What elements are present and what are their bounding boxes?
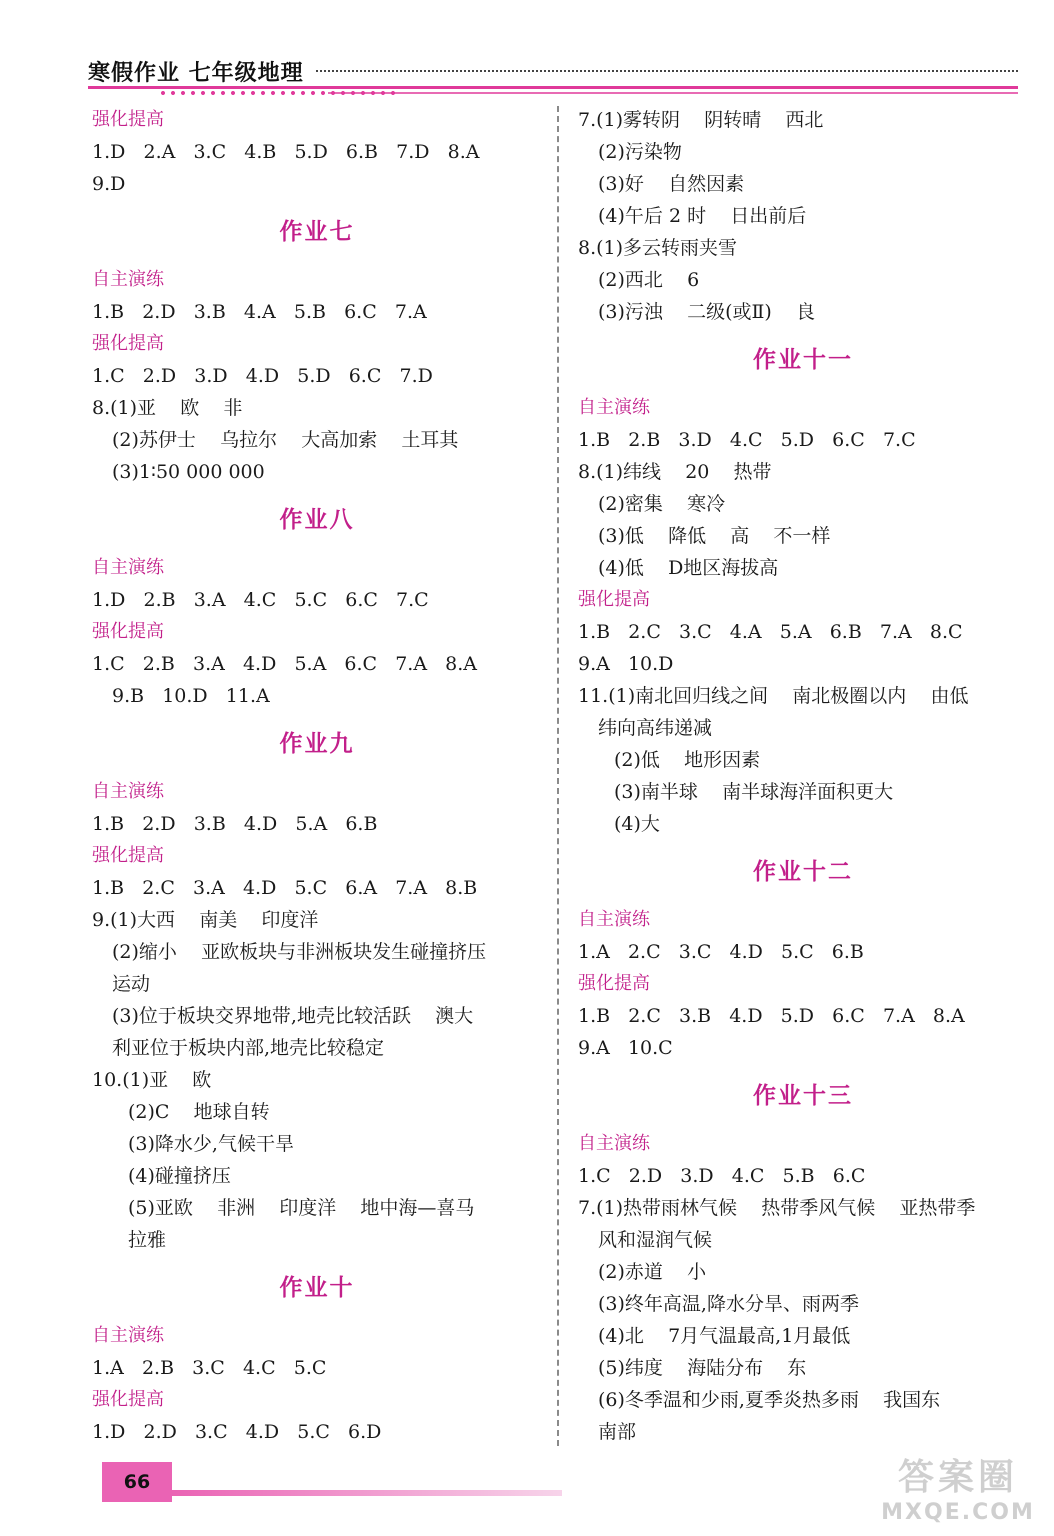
watermark bbox=[868, 1456, 1048, 1530]
answer-line: 1.B 2.D 3.B 4.A 5.B 6.C 7.A bbox=[92, 301, 427, 323]
header-rule-secondary bbox=[328, 92, 1018, 94]
answer-line: (3)终年高温,降水分旱、雨两季 bbox=[598, 1293, 859, 1315]
answer-line: (4)低 D地区海拔高 bbox=[598, 557, 779, 579]
answer-line: (6)冬季温和少雨,夏季炎热多雨 我国东 bbox=[598, 1389, 941, 1411]
section-label: 自主演练 bbox=[578, 909, 650, 930]
answer-line: (5)纬度 海陆分布 东 bbox=[598, 1357, 807, 1379]
answer-line: (2)西北 6 bbox=[598, 269, 700, 291]
answer-line: 1.B 2.C 3.C 4.A 5.A 6.B 7.A 8.C bbox=[578, 621, 963, 643]
answer-line: 风和湿润气候 bbox=[598, 1229, 713, 1251]
answer-line: (2)低 地形因素 bbox=[614, 749, 761, 771]
answer-line: (4)午后 2 时 日出前后 bbox=[598, 205, 807, 227]
answer-line: 10.(1)亚 欧 bbox=[92, 1069, 212, 1091]
answer-line: 9.B 10.D 11.A bbox=[112, 685, 270, 707]
answer-line: 11.(1)南北回归线之间 南北极圈以内 由低 bbox=[578, 685, 969, 707]
answer-line: 8.(1)亚 欧 非 bbox=[92, 397, 243, 419]
answer-column-left bbox=[92, 104, 542, 1448]
section-label: 自主演练 bbox=[578, 1133, 650, 1154]
answer-line: 拉雅 bbox=[128, 1229, 167, 1251]
answer-line: 1.B 2.C 3.A 4.D 5.C 6.A 7.A 8.B bbox=[92, 877, 478, 899]
answer-line: (3)低 降低 高 不一样 bbox=[598, 525, 831, 547]
section-label: 强化提高 bbox=[92, 845, 164, 866]
watermark-logo-text: 答案圈 bbox=[897, 1457, 1018, 1498]
header-title: 寒假作业 七年级地理 bbox=[88, 61, 304, 86]
homework-title: 作业十三 bbox=[753, 1083, 853, 1109]
answer-line: 7.(1)热带雨林气候 热带季风气候 亚热带季 bbox=[578, 1197, 976, 1219]
answer-line: 7.(1)雾转阴 阴转晴 西北 bbox=[578, 109, 824, 131]
answer-line: 1.C 2.D 3.D 4.C 5.B 6.C bbox=[578, 1165, 866, 1187]
page-number: 66 bbox=[102, 1462, 172, 1502]
answer-line: 9.A 10.C bbox=[578, 1037, 673, 1059]
homework-title: 作业七 bbox=[279, 219, 355, 245]
section-label: 自主演练 bbox=[92, 557, 164, 578]
header-bead-decoration bbox=[158, 89, 398, 97]
answer-line: 1.C 2.D 3.D 4.D 5.D 6.C 7.D bbox=[92, 365, 433, 387]
page-header bbox=[88, 52, 1018, 102]
homework-title: 作业十一 bbox=[753, 347, 853, 373]
answer-line: 9.A 10.D bbox=[578, 653, 674, 675]
answer-line: 1.C 2.B 3.A 4.D 5.A 6.C 7.A 8.A bbox=[92, 653, 478, 675]
answer-line: (4)大 bbox=[614, 813, 660, 835]
answer-line: (5)亚欧 非洲 印度洋 地中海—喜马 bbox=[128, 1197, 475, 1219]
answer-line: 1.D 2.B 3.A 4.C 5.C 6.C 7.C bbox=[92, 589, 429, 611]
section-label: 强化提高 bbox=[578, 589, 650, 610]
answer-line: (3)污浊 二级(或Ⅱ) 良 bbox=[598, 301, 815, 323]
answer-line: 运动 bbox=[112, 973, 151, 995]
answer-line: (2)污染物 bbox=[598, 141, 682, 163]
homework-title: 作业十 bbox=[279, 1275, 355, 1301]
homework-title: 作业九 bbox=[279, 731, 355, 757]
answer-line: 利亚位于板块内部,地壳比较稳定 bbox=[112, 1037, 385, 1059]
answer-line: (3)1∶50 000 000 bbox=[112, 461, 265, 483]
homework-title: 作业十二 bbox=[753, 859, 853, 885]
answer-line: 1.B 2.B 3.D 4.C 5.D 6.C 7.C bbox=[578, 429, 916, 451]
answer-line: 1.A 2.B 3.C 4.C 5.C bbox=[92, 1357, 327, 1379]
answer-line: 南部 bbox=[598, 1421, 637, 1443]
answer-line: 9.D bbox=[92, 173, 126, 195]
header-dotted-leader bbox=[316, 70, 1018, 72]
answer-line: (3)南半球 南半球海洋面积更大 bbox=[614, 781, 894, 803]
section-label: 强化提高 bbox=[578, 973, 650, 994]
answer-line: (4)北 7月气温最高,1月最低 bbox=[598, 1325, 851, 1347]
section-label: 强化提高 bbox=[92, 1389, 164, 1410]
answer-line: (3)降水少,气候干旱 bbox=[128, 1133, 294, 1155]
answer-line: 1.A 2.C 3.C 4.D 5.C 6.B bbox=[578, 941, 864, 963]
section-label: 自主演练 bbox=[92, 1325, 164, 1346]
section-label: 自主演练 bbox=[92, 781, 164, 802]
section-label: 强化提高 bbox=[92, 621, 164, 642]
section-label: 强化提高 bbox=[92, 333, 164, 354]
answer-line: 纬向高纬递减 bbox=[598, 717, 713, 739]
section-label: 强化提高 bbox=[92, 109, 164, 130]
section-label: 自主演练 bbox=[92, 269, 164, 290]
section-label: 自主演练 bbox=[578, 397, 650, 418]
answer-line: (2)苏伊士 乌拉尔 大高加索 土耳其 bbox=[112, 429, 459, 451]
answer-line: 1.B 2.C 3.B 4.D 5.D 6.C 7.A 8.A bbox=[578, 1005, 965, 1027]
column-divider bbox=[557, 106, 559, 1446]
answer-line: 1.D 2.D 3.C 4.D 5.C 6.D bbox=[92, 1421, 382, 1443]
answer-line: (2)C 地球自转 bbox=[128, 1101, 270, 1123]
answer-line: (2)赤道 小 bbox=[598, 1261, 707, 1283]
answer-line: (2)缩小 亚欧板块与非洲板块发生碰撞挤压 bbox=[112, 941, 487, 963]
watermark-url: MXQE.COM bbox=[881, 1500, 1035, 1525]
answer-line: 8.(1)纬线 20 热带 bbox=[578, 461, 772, 483]
answer-line: (2)密集 寒冷 bbox=[598, 493, 726, 515]
answer-line: 1.B 2.D 3.B 4.D 5.A 6.B bbox=[92, 813, 378, 835]
answer-line: 8.(1)多云转雨夹雪 bbox=[578, 237, 738, 259]
homework-title: 作业八 bbox=[279, 507, 355, 533]
answer-line: 9.(1)大西 南美 印度洋 bbox=[92, 909, 319, 931]
answer-column-right bbox=[578, 104, 1028, 1448]
answer-line: 1.D 2.A 3.C 4.B 5.D 6.B 7.D 8.A bbox=[92, 141, 480, 163]
answer-line: (4)碰撞挤压 bbox=[128, 1165, 231, 1187]
footer-bar bbox=[172, 1490, 562, 1496]
answer-line: (3)好 自然因素 bbox=[598, 173, 745, 195]
answer-line: (3)位于板块交界地带,地壳比较活跃 澳大 bbox=[112, 1005, 474, 1027]
